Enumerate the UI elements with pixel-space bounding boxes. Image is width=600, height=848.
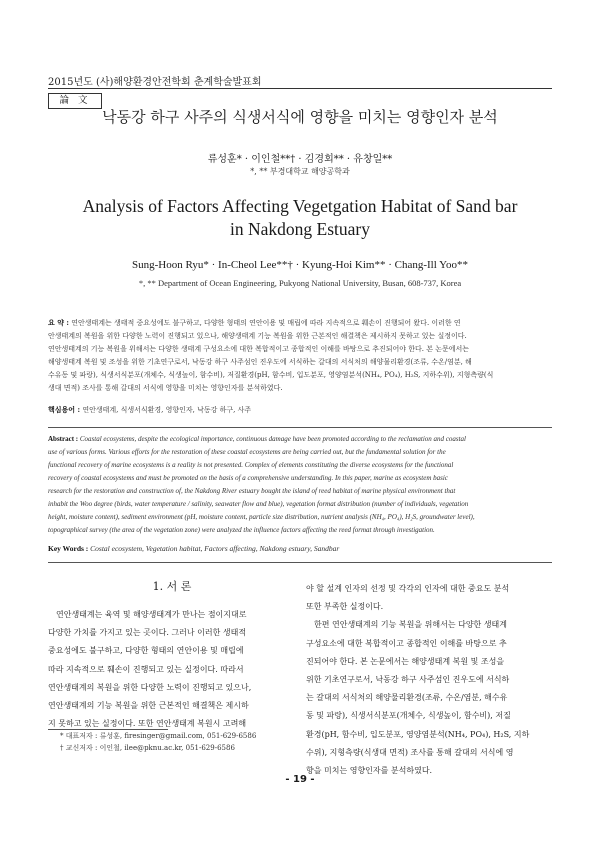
korean-abstract-line: 안생태계의 복원을 위한 다양한 노력이 진행되고 있으나, 해양생태계 기능 복원을 위한 근본적인 해결책은 제시하지 못하고 있는 실정이다. [48, 332, 467, 340]
english-title-line-2: in Nakdong Estuary [230, 219, 370, 239]
korean-abstract-label: 요 약 : [48, 318, 69, 327]
conference-header: 2015년도 (사)해양환경안전학회 춘계학술발표회 [48, 77, 262, 88]
section-heading-introduction: 1. 서 론 [152, 580, 192, 593]
korean-keywords [48, 405, 552, 415]
english-abstract-line: topographical survey (the area of the vegetation zone) were analyzed the influence factors affecting the reed format through investigation. [48, 526, 435, 534]
english-abstract-line: recovery of coastal ecosystems and must be promoted on the basis of a comprehensive understanding. In this paper, marine as ecosystem basic [48, 474, 448, 482]
body-line: 다양한 가치를 가지고 있는 곳이다. 그러나 이러한 생태적 [48, 628, 247, 638]
body-left-column [48, 606, 296, 733]
body-line: 또한 부족한 실정이다. [306, 602, 384, 612]
body-line: 구성요소에 대한 복합적이고 종합적인 이해를 바탕으로 추 [306, 638, 507, 648]
footnote-rule [48, 729, 168, 730]
korean-abstract [48, 316, 552, 395]
body-line: 는 갈대의 서식처의 해양물리환경(조류, 수온/염분, 해수유 [306, 693, 508, 703]
english-keywords [48, 544, 552, 553]
english-keywords-text: Costal ecosystem, Vegetation habitat, Factors affecting, Nakdong estuary, Sandbar [90, 544, 340, 553]
korean-keywords-label: 핵심용어 : [48, 405, 81, 414]
korean-abstract-line: 생대 면적) 조사를 통해 갈대의 서식에 영향을 미치는 영향인자를 분석하였다. [48, 384, 283, 392]
body-right-column [306, 580, 552, 780]
body-line: 한편 연안생태계의 기능 복원을 위해서는 다양한 생태계 [314, 620, 507, 630]
body-line: 동 및 파랑), 식생서식분포(개체수, 식생높이, 함수비), 저질 [306, 711, 511, 721]
abstract-top-rule [48, 427, 552, 428]
english-title-line-1: Analysis of Factors Affecting Vegetgation Habitat of Sand bar [82, 196, 518, 216]
body-line: 진되어야 한다. 본 논문에서는 해양생태계 복원 및 조성을 [306, 656, 505, 666]
english-keywords-label: Key Words : [48, 544, 89, 553]
english-abstract [48, 433, 552, 537]
body-line: 야 할 설계 인자의 선정 및 각각의 인자에 대한 중요도 분석 [306, 584, 510, 593]
body-line: 향을 미치는 영향인자를 분석하였다. [306, 766, 433, 776]
english-abstract-line: height, moisture content), sediment environment (pH, moisture content, particle size distribution, nutrient analysis (NH₄, PO₄), H₂S, groundwater level), [48, 513, 475, 521]
body-line: 연안생태계는 육역 및 해양생태계가 만나는 점이지대로 [56, 610, 247, 619]
korean-abstract-line: 연안생태계는 생태적 중요성에도 불구하고, 다양한 형태의 연안이용 및 매립에 따라 지속적으로 훼손이 진행되어 왔다. 이러한 연 [71, 319, 461, 327]
korean-keywords-text: 연안생태계, 식생서식환경, 영향인자, 낙동강 하구, 사주 [82, 406, 252, 414]
english-authors: Sung-Hoon Ryu* · In-Cheol Lee**† · Kyung-Hoi Kim** · Chang-Ill Yoo** [132, 259, 468, 271]
body-line: 위한 기초연구로서, 낙동강 하구 사주섬인 진우도에 서식하 [306, 675, 510, 685]
english-abstract-label: Abstract : [48, 435, 79, 443]
english-abstract-line: use of various forms. Various efforts for the restoration of these coastal ecosystems are being carried out, but the fundamental solution for the [48, 448, 446, 456]
korean-affiliation: *, ** 부경대학교 해양공학과 [250, 167, 350, 176]
body-line: 수위), 지형측량(식생대 면적) 조사를 통해 갈대의 서식에 영 [306, 747, 514, 757]
english-abstract-line: functional recovery of marine ecosystems is a reality is not presented. Complex of elements constituting the diverse ecosystems for the functional [48, 461, 454, 469]
abstract-bottom-rule [48, 562, 552, 563]
footnote-corresponding-author: † 교신저자 : 이인철, ilee@pknu.ac.kr, 051-629-6586 [60, 744, 235, 752]
korean-abstract-line: 해양생태계 복원 및 조성을 위한 기초연구로서, 낙동강 하구 사주섬인 진우도에 서식하는 갈대의 서식처의 해양물리환경(조류, 수온/염분, 해 [48, 358, 472, 366]
korean-title: 낙동강 하구 사주의 식생서식에 영향을 미치는 영향인자 분석 [102, 108, 498, 126]
english-abstract-line: inhabit the Woo degree (birds, water temperature / salinity, seawater flow and blue), vegetation format distribution (number of individuals, vegetation [48, 500, 469, 508]
header-rule [48, 88, 552, 89]
article-type-tag: 論 文 [48, 93, 102, 109]
body-line: 연안생태계의 기능 복원을 위한 근본적인 해결책은 제시하 [48, 701, 249, 711]
english-affiliation: *, ** Department of Ocean Engineering, Pukyong National University, Busan, 608-737, Korea [138, 278, 462, 288]
body-line: 지 못하고 있는 실정이다. 또한 연안생태계 복원시 고려해 [48, 719, 247, 729]
body-line: 중요성에도 불구하고, 다양한 형태의 연안이용 및 매립에 [48, 646, 244, 656]
korean-abstract-line: 수유동 및 파랑), 식생서식분포(개체수, 식생높이, 함수비), 저질환경(pH, 함수비, 입도분포, 영양염분석(NH₄, PO₄), H₂S, 지하수위), 지형측량(식 [48, 371, 494, 379]
english-abstract-line: Coastal ecosystems, despite the ecological importance, continuous damage have been promoted according to the reclamation and coastal [79, 435, 466, 443]
korean-abstract-line: 연안생태계의 기능 복원을 위해서는 다양한 생태계 구성요소에 대한 복합적이고 종합적인 이해를 바탕으로 추진되어야 한다. 본 논문에서는 [48, 345, 470, 353]
body-line: 따라 지속적으로 훼손이 진행되고 있는 실정이다. 따라서 [48, 664, 244, 674]
korean-authors: 류성훈* · 이인철**† · 김경회** · 유창일** [207, 154, 393, 165]
body-line: 환경(pH, 함수비, 입도분포, 영양염분석(NH₄, PO₄), H₂S, 지하 [306, 729, 530, 739]
page-number: - 19 - [285, 774, 315, 785]
body-line: 연안생태계의 복원을 위한 다양한 노력이 진행되고 있으나, [48, 682, 252, 692]
english-abstract-line: research for the restoration and construction of, the Nakdong River estuary bought the island of reed habitat of marine physical environment that [48, 487, 456, 495]
footnote-first-author: * 대표저자 : 류성훈, firesinger@gmail.com, 051-629-6586 [60, 732, 257, 740]
